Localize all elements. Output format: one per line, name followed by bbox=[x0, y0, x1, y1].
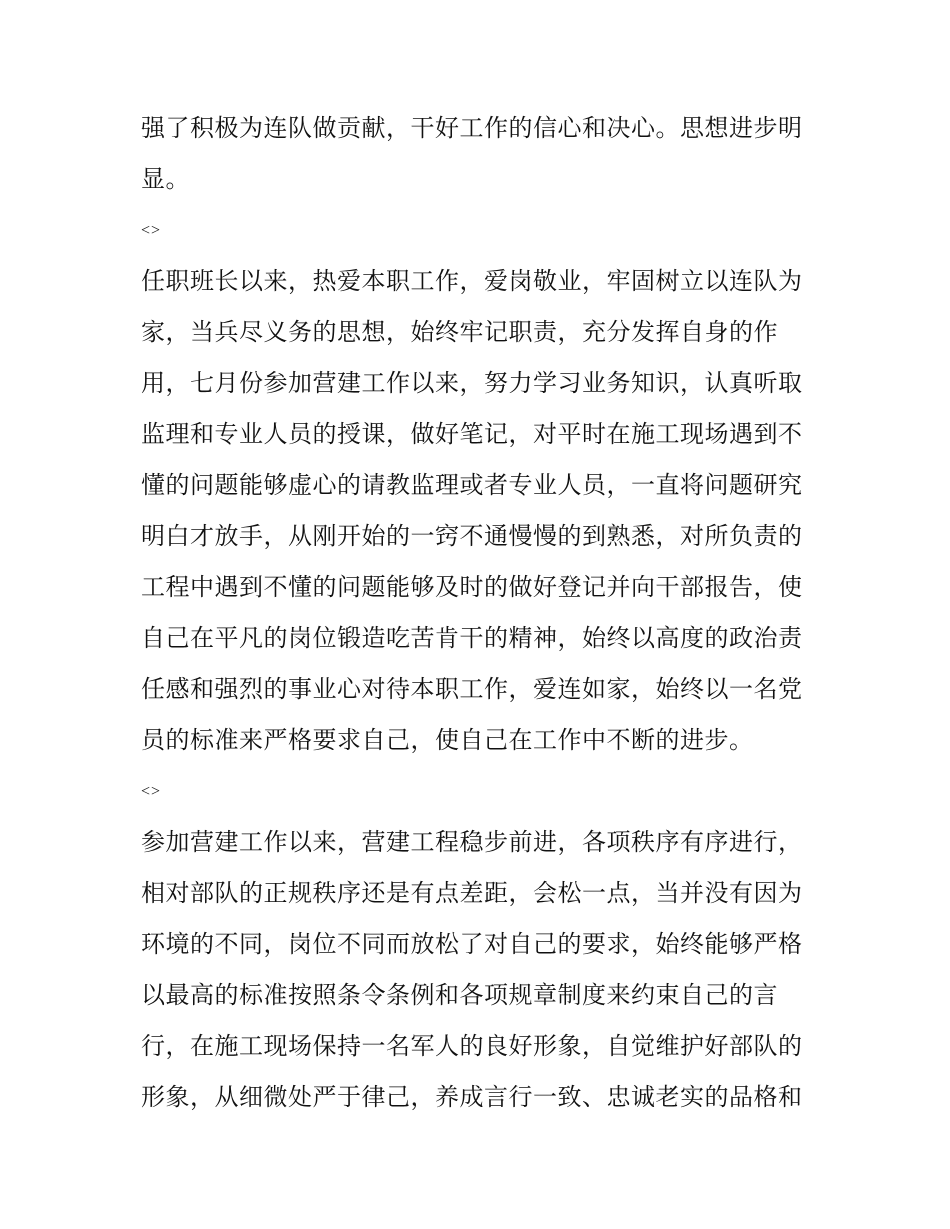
paragraph-line: 显。 bbox=[141, 165, 190, 193]
paragraph-line: 懂的问题能够虚心的请教监理或者专业人员，一直将问题研究 bbox=[141, 471, 803, 499]
paragraph-line: 任感和强烈的事业心对待本职工作，爱连如家，始终以一名党 bbox=[141, 675, 803, 703]
paragraph-line: 任职班长以来，热爱本职工作，爱岗敬业，牢固树立以连队为 bbox=[141, 267, 803, 295]
paragraph-line: 明白才放手，从刚开始的一窍不通慢慢的到熟悉，对所负责的 bbox=[141, 522, 803, 550]
paragraph-1 bbox=[141, 103, 821, 205]
paragraph-line: 自己在平凡的岗位锻造吃苦肯干的精神，始终以高度的政治责 bbox=[141, 624, 803, 652]
separator-marker: <> bbox=[141, 222, 162, 239]
paragraph-line: 环境的不同，岗位不同而放松了对自己的要求，始终能够严格 bbox=[141, 930, 803, 958]
separator-marker: <> bbox=[141, 783, 162, 800]
document-body bbox=[141, 103, 821, 1123]
paragraph-line: 家，当兵尽义务的思想，始终牢记职责，充分发挥自身的作 bbox=[141, 318, 778, 346]
paragraph-line: 用，七月份参加营建工作以来，努力学习业务知识，认真听取 bbox=[141, 369, 803, 397]
paragraph-line: 员的标准来严格要求自己，使自己在工作中不断的进步。 bbox=[141, 726, 754, 754]
paragraph-line: 行，在施工现场保持一名军人的良好形象，自觉维护好部队的 bbox=[141, 1032, 803, 1060]
paragraph-line: 相对部队的正规秩序还是有点差距，会松一点，当并没有因为 bbox=[141, 879, 803, 907]
paragraph-line: 强了积极为连队做贡献，干好工作的信心和决心。思想进步明 bbox=[141, 114, 803, 142]
paragraph-line: 参加营建工作以来，营建工程稳步前进，各项秩序有序进行， bbox=[141, 828, 803, 856]
paragraph-line: 形象，从细微处严于律己，养成言行一致、忠诚老实的品格和 bbox=[141, 1083, 803, 1111]
paragraph-2 bbox=[141, 256, 821, 766]
paragraph-3 bbox=[141, 817, 821, 1123]
paragraph-line: 监理和专业人员的授课，做好笔记，对平时在施工现场遇到不 bbox=[141, 420, 803, 448]
paragraph-line: 工程中遇到不懂的问题能够及时的做好登记并向干部报告，使 bbox=[141, 573, 803, 601]
paragraph-line: 以最高的标准按照条令条例和各项规章制度来约束自己的言 bbox=[141, 981, 778, 1009]
